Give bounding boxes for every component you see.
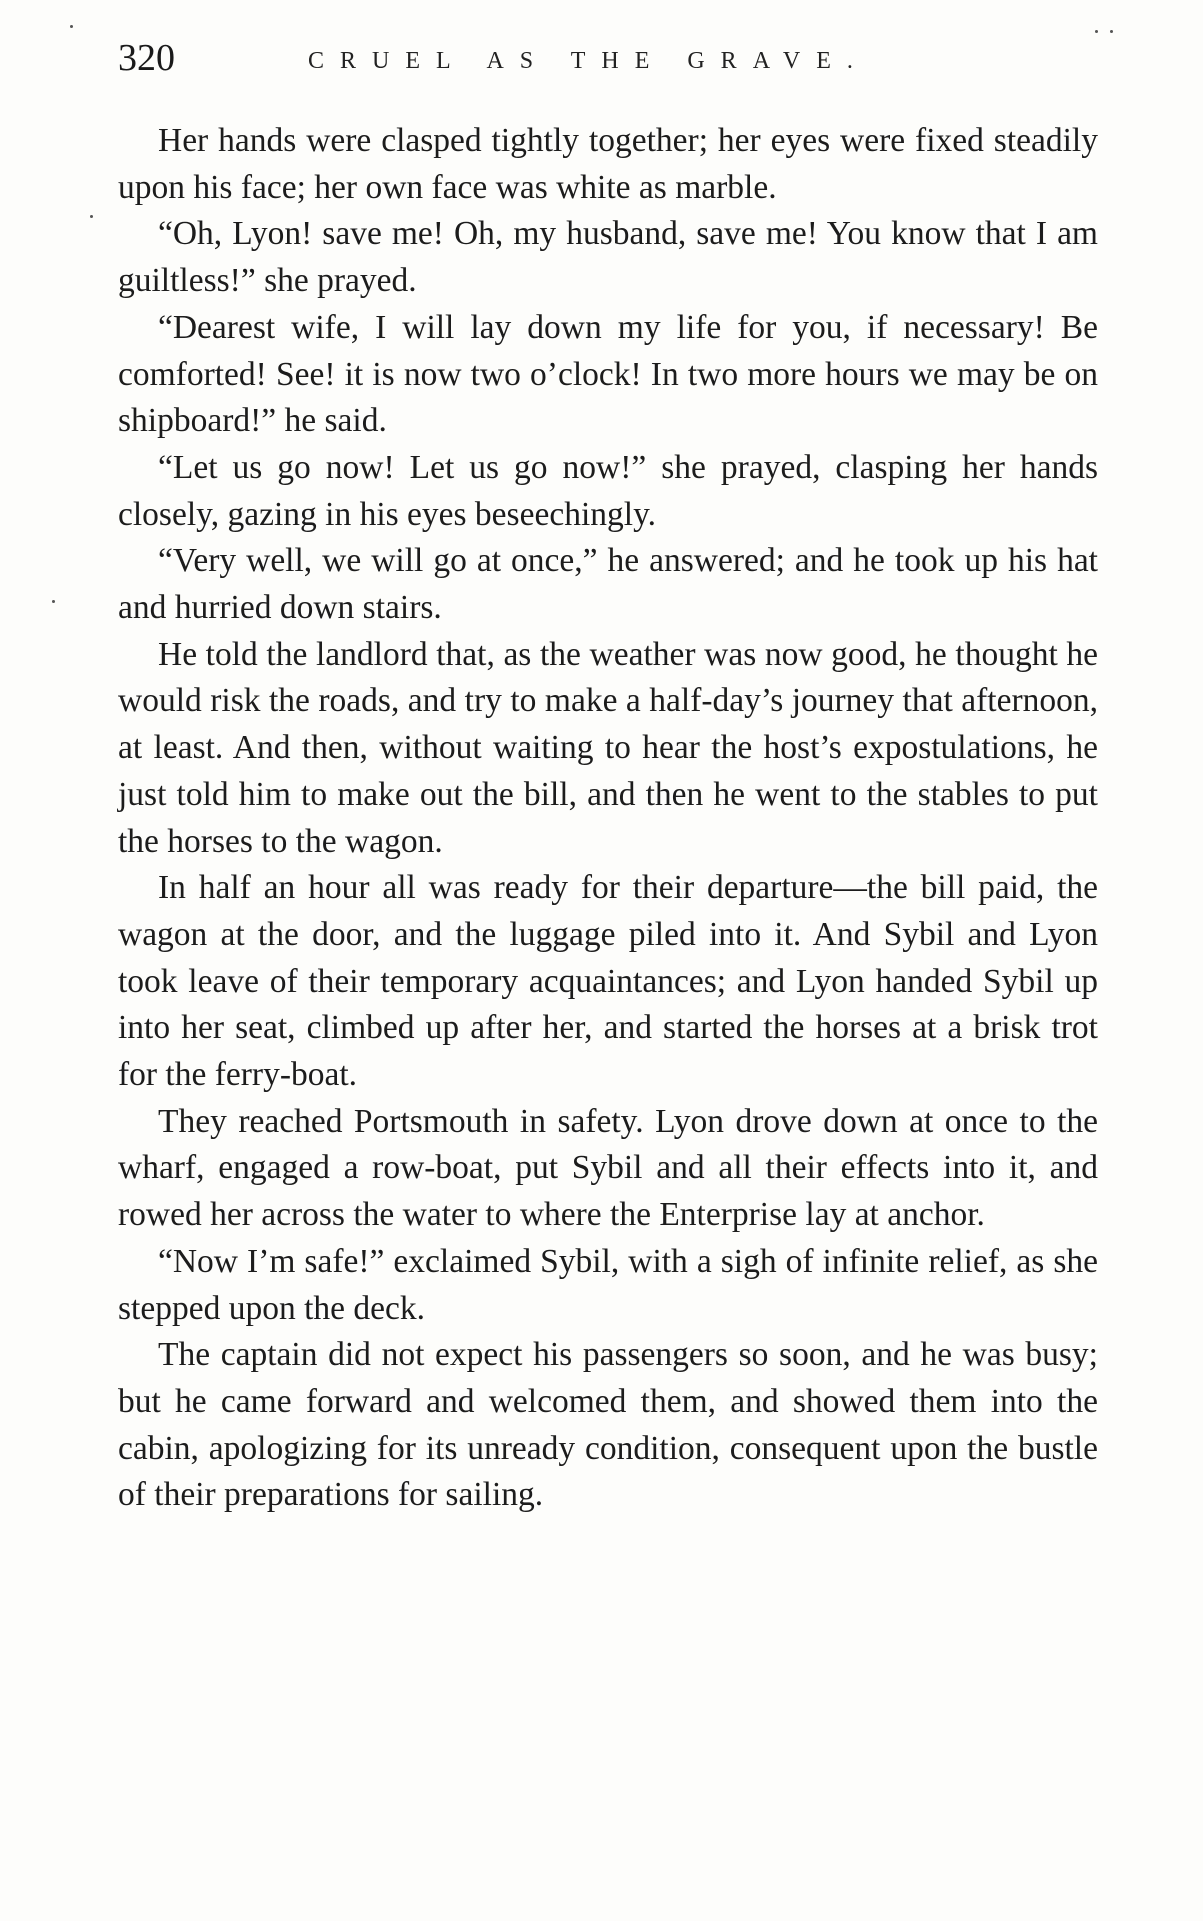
running-title: CRUEL AS THE GRAVE. [308, 48, 869, 74]
paragraph: The captain did not expect his passengers so soon, and he was busy; but he came forward and welcomed them, and showed them into the cabin, apologizing for its unready condition, consequent upon the bustle of their preparations for sailing. [118, 1336, 1098, 1514]
paper-speck [52, 600, 55, 603]
paragraph: “Very well, we will go at once,” he answered; and he took up his hat and hurried down stairs. [118, 542, 1098, 627]
paper-speck [70, 25, 73, 28]
paragraph: “Dearest wife, I will lay down my life for you, if necessary! Be comforted! See! it is now two o’clock! In two more hours we may be on shipboard!” he said. [118, 308, 1098, 440]
paragraph: “Now I’m safe!” exclaimed Sybil, with a sigh of infinite relief, as she stepped upon the deck. [118, 1242, 1098, 1327]
paragraph: They reached Portsmouth in safety. Lyon drove down at once to the wharf, engaged a row-boat, put Sybil and all their effects into it, and rowed her across the water to where the Enterprise lay at anchor. [118, 1102, 1098, 1234]
paragraph: Her hands were clasped tightly together; her eyes were fixed steadily upon his face; her own face was white as marble. [118, 122, 1098, 206]
paragraph: “Let us go now! Let us go now!” she prayed, clasping her hands closely, gazing in his eyes beseechingly. [118, 448, 1098, 533]
paper-speck [90, 215, 93, 218]
paragraph: He told the landlord that, as the weather was now good, he thought he would risk the roads, and try to make a half-day’s journey that afternoon, at least. And then, without waiting to hear the host’s expostulations, he just told him to make out the bill, and then he went to the stables to put the horses to the wagon. [118, 635, 1098, 860]
paper-speck [1110, 30, 1113, 33]
page-header [118, 36, 1118, 96]
paper-speck [1095, 30, 1098, 33]
paragraph: “Oh, Lyon! save me! Oh, my husband, save me! You know that I am guiltless!” she prayed. [118, 215, 1098, 300]
body-text [118, 118, 1098, 1519]
paragraph: In half an hour all was ready for their departure—the bill paid, the wagon at the door, and the luggage piled into it. And Sybil and Lyon took leave of their temporary acquaintances; and Lyon handed Sybil up into her seat, climbed up after her, and started the horses at a brisk trot for the ferry-boat. [118, 869, 1098, 1094]
page-number: 320 [118, 37, 175, 79]
